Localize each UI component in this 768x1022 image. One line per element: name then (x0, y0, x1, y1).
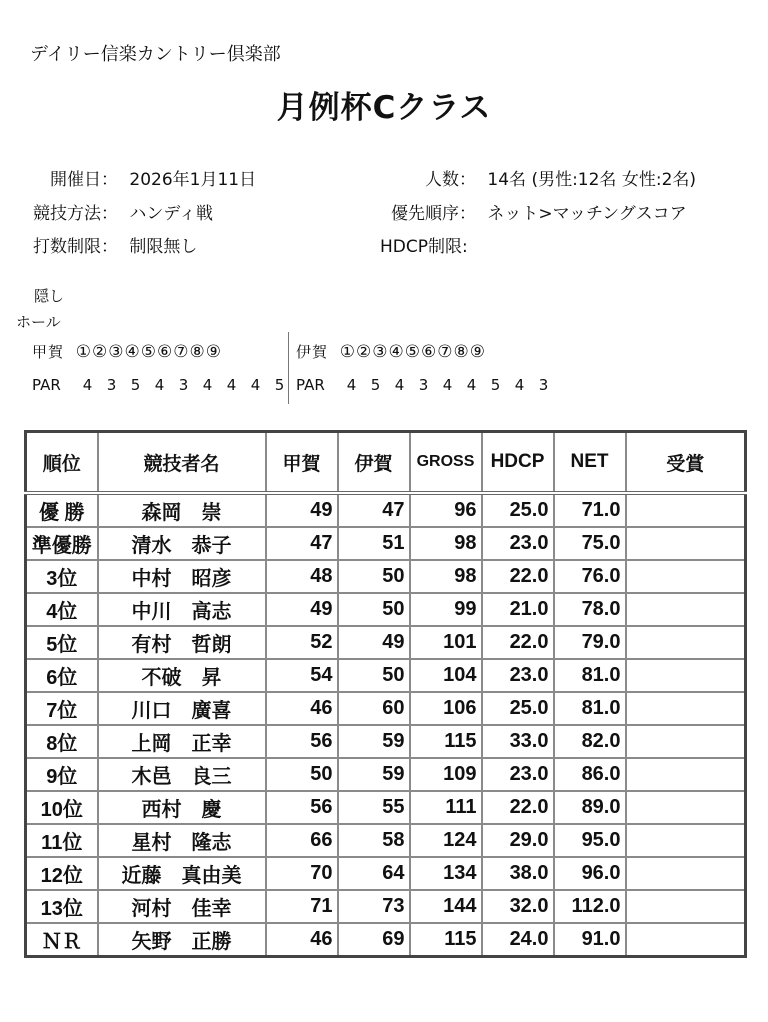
header-in: 伊賀 (338, 432, 410, 494)
results-table (24, 430, 747, 958)
name-cell: 近藤 真由美 (98, 857, 266, 890)
header-award: 受賞 (626, 432, 746, 494)
table-row (26, 527, 746, 560)
gross-cell: 106 (410, 692, 482, 725)
net-cell: 95.0 (554, 824, 626, 857)
gross-cell: 98 (410, 560, 482, 593)
name-cell: 河村 佳幸 (98, 890, 266, 923)
club-name: デイリー信楽カントリー倶楽部 (30, 44, 281, 65)
par-value: 4 (442, 376, 453, 394)
table-row (26, 758, 746, 791)
in-score-cell: 55 (338, 791, 410, 824)
par-value: 3 (106, 376, 117, 394)
award-cell (626, 692, 746, 725)
in-par-label: PAR (296, 376, 325, 394)
par-value: 5 (370, 376, 381, 394)
net-cell: 75.0 (554, 527, 626, 560)
header-net: NET (554, 432, 626, 494)
par-value: 3 (538, 376, 549, 394)
in-score-cell: 49 (338, 626, 410, 659)
out-score-cell: 56 (266, 725, 338, 758)
award-cell (626, 725, 746, 758)
header-row (26, 432, 746, 494)
hdcp-cell: 38.0 (482, 857, 554, 890)
gross-cell: 99 (410, 593, 482, 626)
in-score-cell: 73 (338, 890, 410, 923)
hdcp-cell: 23.0 (482, 659, 554, 692)
gross-cell: 134 (410, 857, 482, 890)
in-course-name: 伊賀 (296, 343, 329, 361)
out-score-cell: 54 (266, 659, 338, 692)
out-score-cell: 66 (266, 824, 338, 857)
par-value: 5 (274, 376, 285, 394)
award-cell (626, 626, 746, 659)
rank-cell: 10位 (26, 791, 98, 824)
table-row (26, 857, 746, 890)
par-value: 4 (346, 376, 357, 394)
method-label: 競技方法： (33, 204, 118, 224)
par-value: 4 (154, 376, 165, 394)
award-cell (626, 791, 746, 824)
out-score-cell: 48 (266, 560, 338, 593)
method-value: ハンディ戦 (129, 204, 214, 224)
par-value: 3 (178, 376, 189, 394)
name-cell: 西村 慶 (98, 791, 266, 824)
name-cell: 星村 隆志 (98, 824, 266, 857)
gross-cell: 101 (410, 626, 482, 659)
rank-cell: 12位 (26, 857, 98, 890)
par-value: 4 (250, 376, 261, 394)
par-value: 5 (490, 376, 501, 394)
par-value: 3 (418, 376, 429, 394)
hdcp-cell: 21.0 (482, 593, 554, 626)
divider-line (288, 332, 289, 404)
hdcp-cell: 23.0 (482, 758, 554, 791)
name-cell: 有村 哲朗 (98, 626, 266, 659)
out-score-cell: 71 (266, 890, 338, 923)
hdcp-cell: 32.0 (482, 890, 554, 923)
par-value: 4 (226, 376, 237, 394)
in-score-cell: 51 (338, 527, 410, 560)
name-cell: 矢野 正勝 (98, 923, 266, 957)
net-cell: 91.0 (554, 923, 626, 957)
net-cell: 78.0 (554, 593, 626, 626)
name-cell: 不破 昇 (98, 659, 266, 692)
out-score-cell: 49 (266, 493, 338, 527)
rank-cell: 5位 (26, 626, 98, 659)
count-row (380, 165, 696, 190)
hdcp-cell: 24.0 (482, 923, 554, 957)
rank-cell: 3位 (26, 560, 98, 593)
net-cell: 79.0 (554, 626, 626, 659)
out-score-cell: 70 (266, 857, 338, 890)
in-score-cell: 50 (338, 560, 410, 593)
name-cell: 森岡 崇 (98, 493, 266, 527)
out-score-cell: 49 (266, 593, 338, 626)
method-row (20, 199, 213, 224)
name-cell: 川口 廣喜 (98, 692, 266, 725)
award-cell (626, 493, 746, 527)
net-cell: 81.0 (554, 692, 626, 725)
rank-cell: 9位 (26, 758, 98, 791)
in-par-row (296, 376, 556, 394)
priority-row (380, 199, 687, 224)
rank-cell: 13位 (26, 890, 98, 923)
table-row (26, 692, 746, 725)
in-score-cell: 58 (338, 824, 410, 857)
award-cell (626, 857, 746, 890)
in-score-cell: 59 (338, 758, 410, 791)
net-cell: 71.0 (554, 493, 626, 527)
hdcp-cell: 22.0 (482, 626, 554, 659)
par-value: 4 (202, 376, 213, 394)
rank-cell: 7位 (26, 692, 98, 725)
par-value: 4 (514, 376, 525, 394)
award-cell (626, 593, 746, 626)
name-cell: 木邑 良三 (98, 758, 266, 791)
rank-cell: 6位 (26, 659, 98, 692)
out-holes-row (32, 341, 222, 362)
hdcp-cell: 25.0 (482, 692, 554, 725)
table-row (26, 791, 746, 824)
award-cell (626, 659, 746, 692)
priority-value: ネット>マッチングスコア (487, 204, 687, 224)
award-cell (626, 758, 746, 791)
in-score-cell: 64 (338, 857, 410, 890)
header-name: 競技者名 (98, 432, 266, 494)
award-cell (626, 824, 746, 857)
gross-cell: 124 (410, 824, 482, 857)
gross-cell: 115 (410, 923, 482, 957)
limit-value: 制限無し (129, 237, 198, 257)
out-score-cell: 52 (266, 626, 338, 659)
out-score-cell: 46 (266, 692, 338, 725)
par-value: 4 (82, 376, 93, 394)
rank-cell: 8位 (26, 725, 98, 758)
out-hole-numbers: ①②③④⑤⑥⑦⑧⑨ (75, 342, 222, 362)
out-score-cell: 56 (266, 791, 338, 824)
in-score-cell: 50 (338, 659, 410, 692)
rank-cell: 優 勝 (26, 493, 98, 527)
header-out: 甲賀 (266, 432, 338, 494)
rank-cell: 準優勝 (26, 527, 98, 560)
in-score-cell: 47 (338, 493, 410, 527)
out-score-cell: 47 (266, 527, 338, 560)
name-cell: 上岡 正幸 (98, 725, 266, 758)
gross-cell: 96 (410, 493, 482, 527)
net-cell: 96.0 (554, 857, 626, 890)
in-score-cell: 60 (338, 692, 410, 725)
hole-label: ホール (16, 313, 61, 331)
hidden-label: 隠し (34, 287, 65, 305)
out-par-values (76, 376, 292, 394)
award-cell (626, 923, 746, 957)
in-score-cell: 59 (338, 725, 410, 758)
name-cell: 中村 昭彦 (98, 560, 266, 593)
date-value: 2026年1月11日 (129, 170, 257, 190)
in-holes-row (296, 341, 486, 362)
limit-row (20, 232, 197, 257)
net-cell: 89.0 (554, 791, 626, 824)
table-row (26, 923, 746, 957)
gross-cell: 111 (410, 791, 482, 824)
table-row (26, 725, 746, 758)
rank-cell: 4位 (26, 593, 98, 626)
gross-cell: 98 (410, 527, 482, 560)
name-cell: 中川 高志 (98, 593, 266, 626)
limit-label: 打数制限： (33, 237, 118, 257)
table-row (26, 560, 746, 593)
out-par-row (32, 376, 292, 394)
date-row (20, 165, 256, 190)
par-value: 4 (466, 376, 477, 394)
par-value: 5 (130, 376, 141, 394)
hdcp-cell: 22.0 (482, 791, 554, 824)
out-score-cell: 50 (266, 758, 338, 791)
date-label: 開催日： (50, 170, 118, 190)
out-score-cell: 46 (266, 923, 338, 957)
count-label: 人数： (425, 170, 476, 190)
hdcp-cell: 23.0 (482, 527, 554, 560)
rank-cell: ＮＲ (26, 923, 98, 957)
in-score-cell: 69 (338, 923, 410, 957)
net-cell: 112.0 (554, 890, 626, 923)
in-hole-numbers: ①②③④⑤⑥⑦⑧⑨ (339, 342, 486, 362)
header-hdcp: HDCP (482, 432, 554, 494)
award-cell (626, 527, 746, 560)
gross-cell: 104 (410, 659, 482, 692)
out-course-name: 甲賀 (32, 343, 65, 361)
hdcp-cell: 25.0 (482, 493, 554, 527)
table-row (26, 890, 746, 923)
table-row (26, 824, 746, 857)
award-cell (626, 560, 746, 593)
hdcp-limit-label: HDCP制限: (380, 237, 468, 257)
out-par-label: PAR (32, 376, 61, 394)
net-cell: 81.0 (554, 659, 626, 692)
header-rank: 順位 (26, 432, 98, 494)
table-row (26, 626, 746, 659)
hdcp-cell: 22.0 (482, 560, 554, 593)
hdcp-cell: 29.0 (482, 824, 554, 857)
table-row (26, 659, 746, 692)
table-row (26, 493, 746, 527)
gross-cell: 109 (410, 758, 482, 791)
award-cell (626, 890, 746, 923)
net-cell: 86.0 (554, 758, 626, 791)
net-cell: 76.0 (554, 560, 626, 593)
in-score-cell: 50 (338, 593, 410, 626)
in-par-values (340, 376, 556, 394)
priority-label: 優先順序： (391, 204, 476, 224)
gross-cell: 144 (410, 890, 482, 923)
rank-cell: 11位 (26, 824, 98, 857)
page-title: 月例杯Cクラス (276, 90, 492, 126)
par-value: 4 (394, 376, 405, 394)
count-value: 14名 (男性:12名 女性:2名) (487, 170, 697, 190)
name-cell: 清水 恭子 (98, 527, 266, 560)
header-gross: GROSS (410, 432, 482, 494)
hdcp-cell: 33.0 (482, 725, 554, 758)
table-row (26, 593, 746, 626)
net-cell: 82.0 (554, 725, 626, 758)
gross-cell: 115 (410, 725, 482, 758)
